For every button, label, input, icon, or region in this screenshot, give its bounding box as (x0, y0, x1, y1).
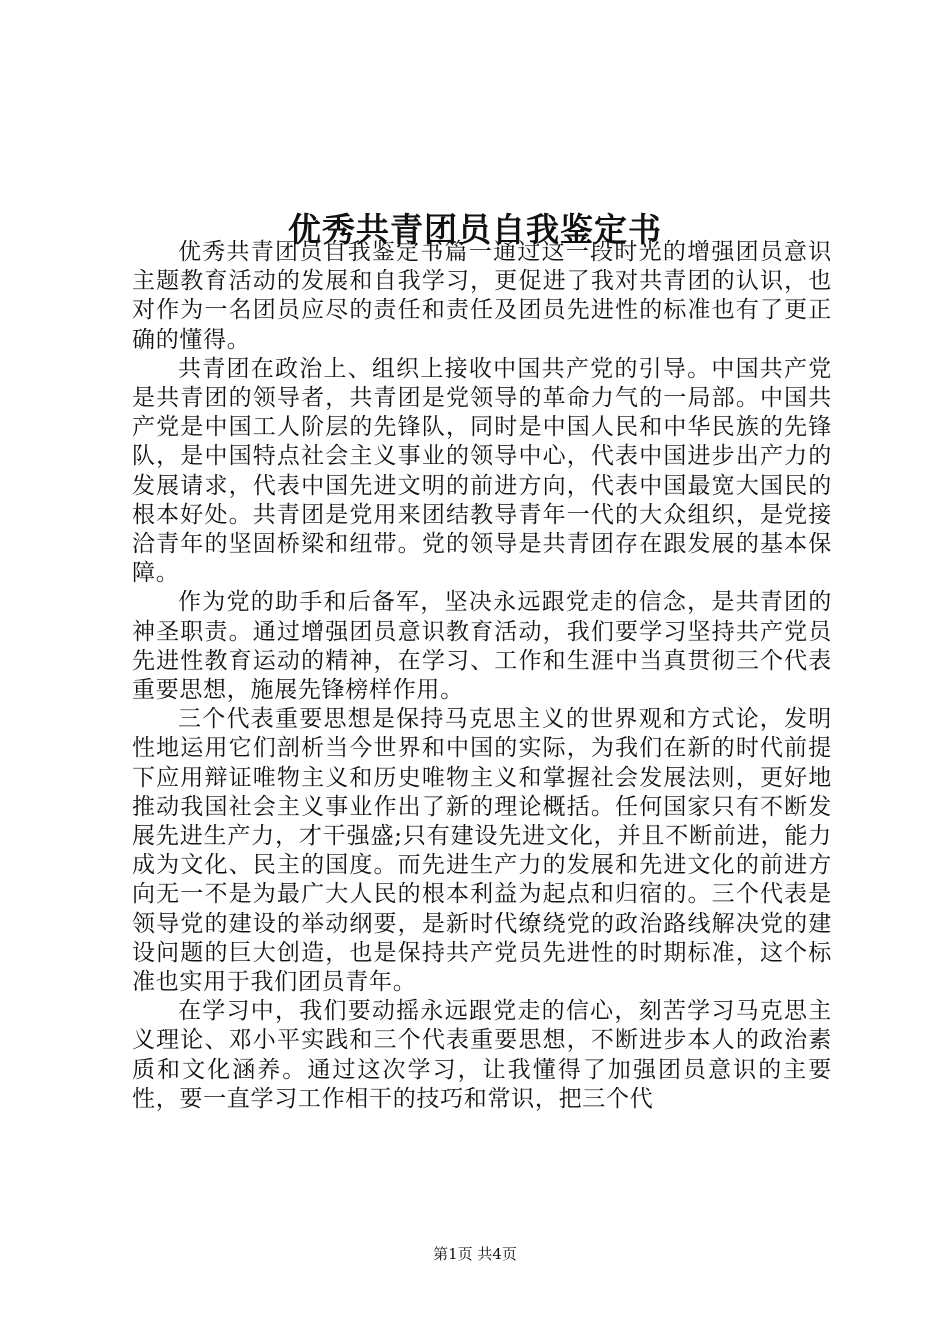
paragraph-3: 作为党的助手和后备军，坚决永远跟党走的信念，是共青团的神圣职责。通过增强团员意识教育活动，我们要学习坚持共产党员先进性教育运动的精神，在学习、工作和生涯中当真贯彻三个代表重要思想，施展先锋榜样作用。 (132, 589, 832, 704)
paragraph-5: 在学习中，我们要动摇永远跟党走的信心，刻苦学习马克思主义理论、邓小平实践和三个代表重要思想，不断进步本人的政治素质和文化涵养。通过这次学习，让我懂得了加强团员意识的主要性，要一直学习工作相干的技巧和常识，把三个代 (132, 998, 832, 1112)
page-footer: 第1页 共4页 (433, 1245, 517, 1263)
paragraph-4: 三个代表重要思想是保持马克思主义的世界观和方式论，发明性地运用它们剖析当今世界和中国的实际，为我们在新的时代前提下应用辩证唯物主义和历史唯物主义和掌握社会发展法则，更好地推动我国社会主义事业作出了新的理论概括。任何国家只有不断发展先进生产力，才干强盛;只有建设先进文化，并且不断前进，能力成为文化、民主的国度。而先进生产力的发展和先进文化的前进方向无一不是为最广大人民的根本利益为起点和归宿的。三个代表是领导党的建设的举动纲要，是新时代缭绕党的政治路线解决党的建设问题的巨大创造，也是保持共产党员先进性的时期标准，这个标准也实用于我们团员青年。 (132, 706, 832, 996)
document-body (132, 238, 832, 1114)
paragraph-2: 共青团在政治上、组织上接收中国共产党的引导。中国共产党是共青团的领导者，共青团是党领导的革命力气的一局部。中国共产党是中国工人阶层的先锋队，同时是中国人民和中华民族的先锋队，是中国特点社会主义事业的领导中心，代表中国进步出产力的发展请求，代表中国先进文明的前进方向，代表中国最宽大国民的根本好处。共青团是党用来团结教导青年一代的大众组织，是党接洽青年的坚固桥梁和纽带。党的领导是共青团存在跟发展的基本保障。 (132, 355, 832, 587)
paragraph-1: 优秀共青团员自我鉴定书篇一通过这一段时光的增强团员意识主题教育活动的发展和自我学习，更促进了我对共青团的认识，也对作为一名团员应尽的责任和责任及团员先进性的标准也有了更正确的懂得。 (132, 239, 832, 353)
document-title: 优秀共青团员自我鉴定书 (288, 210, 662, 250)
